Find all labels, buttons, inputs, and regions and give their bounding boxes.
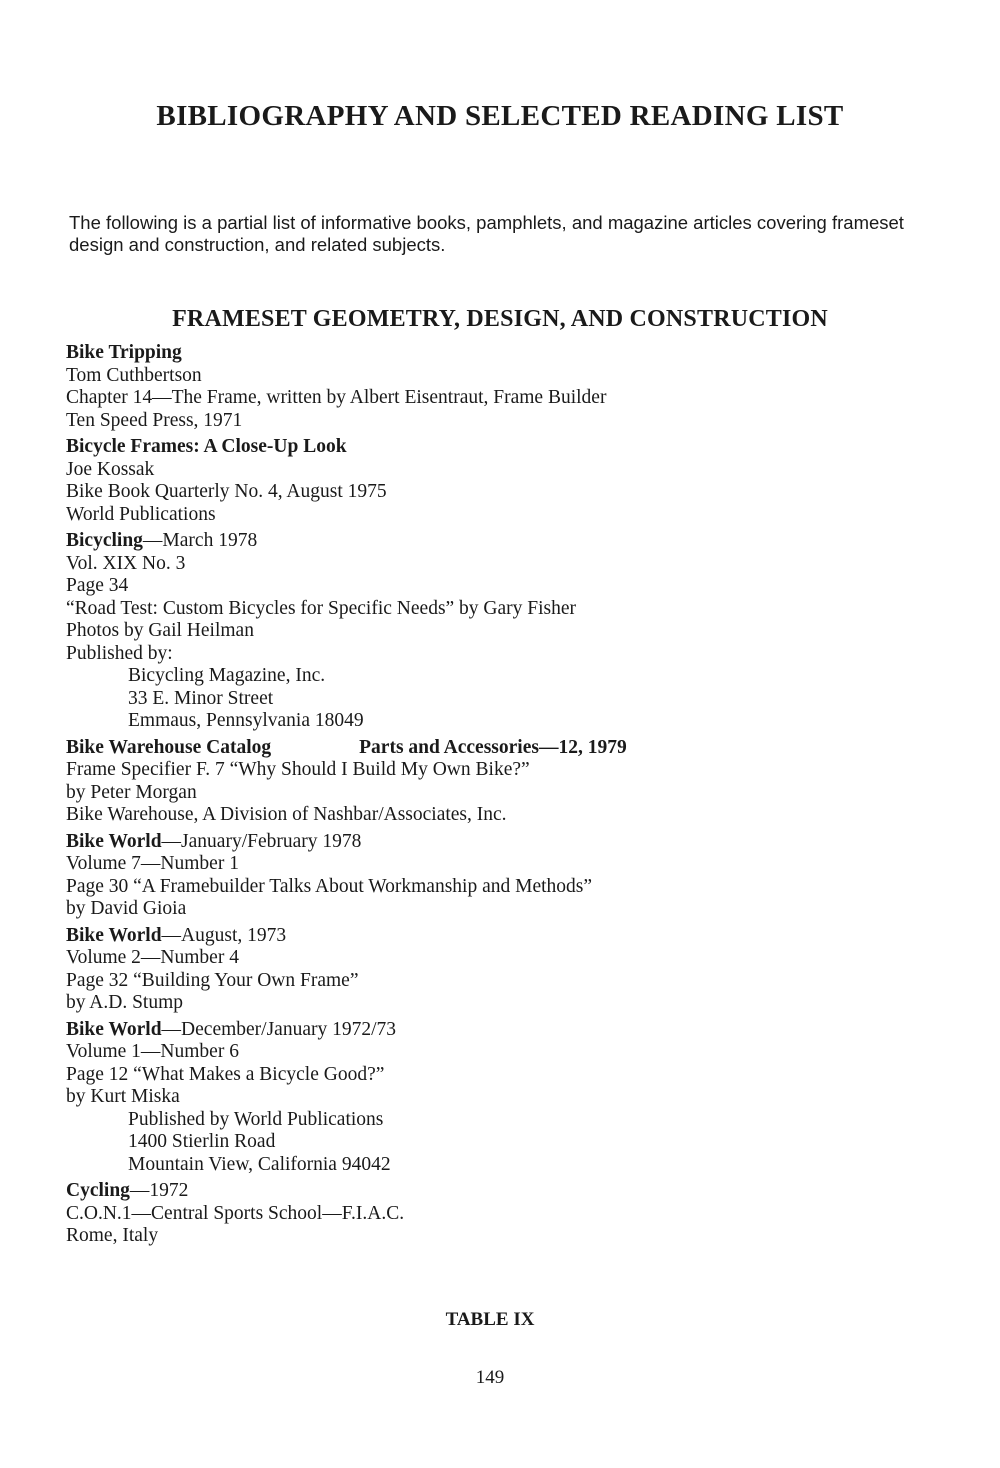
entry-line: Bike Warehouse, A Division of Nashbar/Associates, Inc. (66, 804, 507, 825)
entry-line: C.O.N.1—Central Sports School—F.I.A.C. (66, 1202, 405, 1224)
entry-title: Bike World (66, 830, 162, 852)
entry-line: Photos by Gail Heilman (66, 620, 254, 641)
entry-title-line (66, 1180, 946, 1203)
bibliography-entry (66, 1019, 946, 1177)
entry-line: by Kurt Miska (66, 1086, 180, 1107)
entry-title: Bike Warehouse Catalog (66, 736, 272, 758)
table-label: TABLE IX (445, 1309, 535, 1330)
entry-address-line: Emmaus, Pennsylvania 18049 (128, 710, 364, 731)
entry-line: Tom Cuthbertson (66, 364, 202, 386)
entry-address-line: 1400 Stierlin Road (128, 1131, 276, 1152)
bibliography-entry (66, 342, 946, 432)
entry-line: Volume 1—Number 6 (66, 1041, 239, 1062)
bibliography-entry (66, 925, 946, 1015)
entry-line: Published by: (66, 642, 173, 664)
entry-line: Volume 2—Number 4 (66, 947, 239, 968)
entry-title: Bike Tripping (66, 342, 182, 363)
entry-title-line (66, 831, 946, 854)
entry-line: World Publications (66, 503, 216, 525)
entry-line: Volume 7—Number 1 (66, 853, 239, 874)
entry-title-right: Parts and Accessories—12, 1979 (359, 736, 627, 758)
entry-title-line (66, 530, 946, 553)
bibliography-entry (66, 831, 946, 921)
entry-title-suffix: —1972 (129, 1180, 189, 1201)
entry-line: by David Gioia (66, 898, 187, 919)
entry-line: Vol. XIX No. 3 (66, 552, 186, 574)
bibliography-entry (66, 1180, 946, 1248)
page-title: BIBLIOGRAPHY AND SELECTED READING LIST (156, 100, 844, 132)
entry-line: Page 32 “Building Your Own Frame” (66, 969, 359, 991)
bibliography-entry (66, 530, 946, 733)
entry-title-suffix: —January/February 1978 (161, 830, 362, 852)
section-heading: FRAMESET GEOMETRY, DESIGN, AND CONSTRUCTION (172, 306, 828, 332)
entry-title: Bicycle Frames: A Close-Up Look (66, 436, 347, 457)
entry-line: Chapter 14—The Frame, written by Albert Eisentraut, Frame Builder (66, 387, 607, 408)
entry-line: by Peter Morgan (66, 781, 197, 803)
intro-paragraph: The following is a partial list of informative books, pamphlets, and magazine articles covering frameset design and construction, and related subjects. (69, 212, 904, 255)
entry-title-suffix: —December/January 1972/73 (161, 1018, 397, 1040)
page-number: 149 (475, 1367, 505, 1388)
bibliography-list (66, 342, 946, 1252)
entry-title: Bicycling (66, 530, 143, 551)
entry-title-line (66, 925, 946, 948)
entry-title: Bike World (66, 924, 162, 946)
bibliography-entry (66, 436, 946, 526)
entry-title-suffix: —August, 1973 (161, 924, 287, 946)
entry-line: Rome, Italy (66, 1225, 159, 1246)
entry-address-line: Bicycling Magazine, Inc. (128, 665, 326, 686)
entry-address-line: Published by World Publications (128, 1108, 384, 1130)
entry-title: Bike World (66, 1018, 162, 1040)
entry-line: Page 12 “What Makes a Bicycle Good?” (66, 1063, 385, 1085)
entry-title-line (66, 737, 946, 760)
entry-line: Bike Book Quarterly No. 4, August 1975 (66, 481, 387, 502)
entry-title: Cycling (66, 1180, 130, 1201)
entry-line: Page 30 “A Framebuilder Talks About Workmanship and Methods” (66, 875, 593, 897)
entry-address-line: 33 E. Minor Street (128, 687, 274, 709)
entry-address-line: Mountain View, California 94042 (128, 1153, 391, 1175)
entry-line: “Road Test: Custom Bicycles for Specific Needs” by Gary Fisher (66, 597, 577, 619)
entry-title-suffix: —March 1978 (142, 530, 258, 551)
entry-line: Ten Speed Press, 1971 (66, 409, 243, 431)
bibliography-entry (66, 737, 946, 827)
entry-title-line (66, 1019, 946, 1042)
entry-line: Page 34 (66, 575, 129, 596)
entry-line: by A.D. Stump (66, 992, 184, 1013)
entry-line: Joe Kossak (66, 458, 155, 480)
entry-line: Frame Specifier F. 7 “Why Should I Build My Own Bike?” (66, 759, 530, 780)
